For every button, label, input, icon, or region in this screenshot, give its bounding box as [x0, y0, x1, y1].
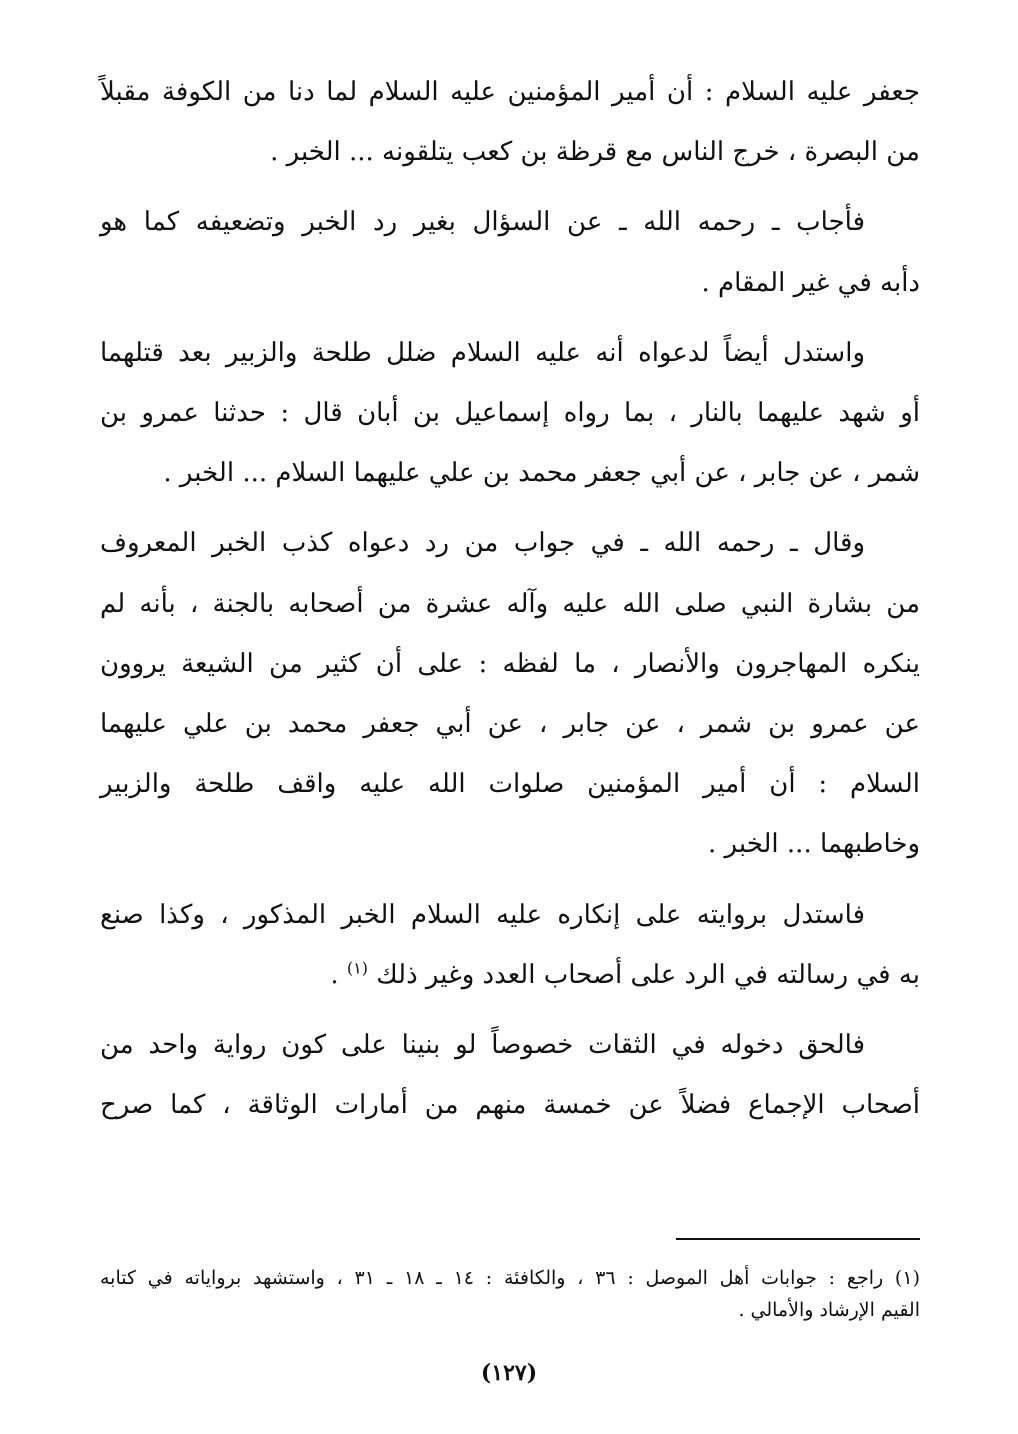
footnote	[100, 1262, 920, 1326]
text-line: السلام : أن أمير المؤمنين صلوات الله عليه واقف طلحة والزبير	[100, 769, 920, 800]
text-line: واستدل أيضاً لدعواه أنه عليه السلام ضلل طلحة والزبير بعد قتلهما	[100, 337, 865, 368]
text-line: وقال ـ رحمه الله ـ في جواب من رد دعواه كذب الخبر المعروف	[100, 528, 865, 559]
text-line: وخاطبهما ... الخبر .	[708, 829, 920, 860]
text-line: من بشارة النبي صلى الله عليه وآله عشرة من أصحابه بالجنة ، بأنه لم	[100, 588, 920, 619]
text-line: أصحاب الإجماع فضلاً عن خمسة منهم من أمارات الوثاقة ، كما صرح	[100, 1090, 920, 1121]
text-line: دأبه في غير المقام .	[701, 267, 920, 298]
page-number: (١٢٧)	[480, 1360, 538, 1386]
footnote-reference[interactable]: (١)	[346, 958, 368, 978]
text-line: جعفر عليه السلام : أن أمير المؤمنين عليه السلام لما دنا من الكوفة مقبلاً	[100, 77, 920, 107]
paragraph-1	[100, 62, 920, 182]
paragraph-5	[100, 885, 920, 1005]
main-text	[100, 62, 920, 1145]
footnote-line: القيم الإرشاد والأمالي .	[738, 1299, 920, 1321]
text-line: فاستدل بروايته على إنكاره عليه السلام الخبر المذكور ، وكذا صنع	[100, 899, 865, 930]
text-line: من البصرة ، خرج الناس مع قرظة بن كعب يتلقونه ... الخبر .	[270, 137, 920, 168]
paragraph-6	[100, 1015, 920, 1135]
paragraph-2	[100, 192, 920, 312]
paragraph-3	[100, 323, 920, 504]
text-line: شمر ، عن جابر ، عن أبي جعفر محمد بن علي عليهما السلام ... الخبر .	[163, 458, 920, 489]
text-segment: به في رسالته في الرد على أصحاب العدد وغير ذلك	[376, 959, 920, 990]
text-line-with-footnote	[100, 945, 920, 1005]
text-line: أو شهد عليهما بالنار ، بما رواه إسماعيل بن أبان قال : حدثنا عمرو بن	[100, 398, 920, 429]
text-line: فالحق دخوله في الثقات خصوصاً لو بنينا على كون رواية واحد من	[100, 1030, 865, 1061]
footnote-separator	[676, 1238, 920, 1240]
text-line: ينكره المهاجرون والأنصار ، ما لفظه : على أن كثير من الشيعة يروون	[100, 648, 920, 679]
text-line: فأجاب ـ رحمه الله ـ عن السؤال بغير رد الخبر وتضعيفه كما هو	[100, 207, 865, 238]
footnote-line: (١) راجع : جوابات أهل الموصل : ٣٦ ، والكافئة : ١٤ ـ ١٨ ـ ٣١ ، واستشهد برواياته في كتابه	[100, 1267, 920, 1289]
text-line: عن عمرو بن شمر ، عن جابر ، عن أبي جعفر محمد بن علي عليهما	[100, 709, 920, 740]
text-segment: .	[330, 959, 347, 990]
paragraph-4	[100, 513, 920, 874]
